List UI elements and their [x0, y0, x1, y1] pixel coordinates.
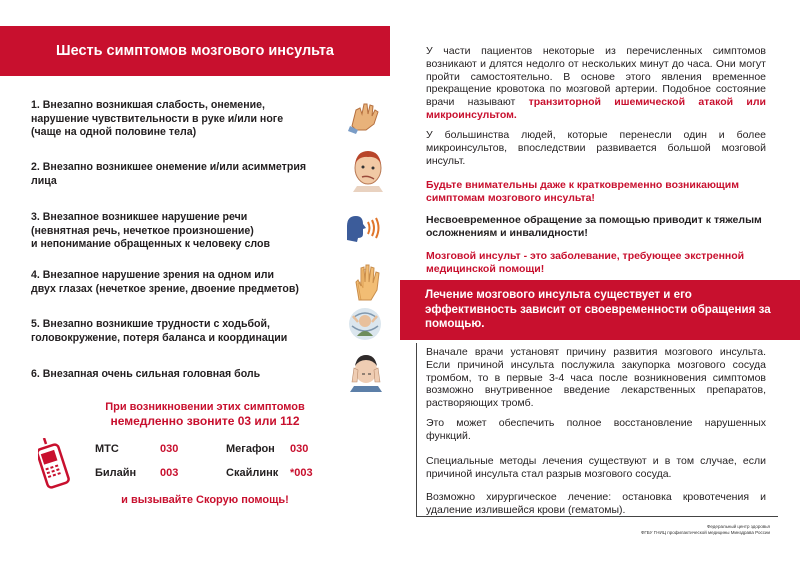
symptom-item: 2. Внезапно возникшее онемение и/или асимметрия лица	[31, 161, 307, 187]
operator-name: Скайлинк	[226, 467, 279, 479]
call-instructions: При возникновении этих симптомов немедленно звоните 03 или 112	[105, 401, 305, 428]
publisher-note: Федеральный центр здоровья ФГБУ ГНИЦ профилактической медицины Минздрава России	[640, 524, 770, 535]
title-banner	[0, 26, 390, 76]
page-title: Шесть симптомов мозгового инсульта	[56, 43, 334, 59]
warning-emergency: Мозговой инсульт - это заболевание, требующее экстренной медицинской помощи!	[426, 250, 745, 275]
operator-name: Билайн	[95, 467, 137, 479]
treatment-paragraph: Вначале врачи установят причину развития мозгового инсульта. Если причиной инсульта послужила закупорка мозгового сосуда тромбом, то в первые 3-4 часа после возникновения симптомов возможно внутривенное введение лекарственных препаратов, растворяющих тромб.	[426, 346, 766, 410]
treatment-banner-text: Лечение мозгового инсульта существует и его эффективность зависит от своевременности обращения за помощью.	[425, 288, 771, 330]
hand-icon	[346, 96, 386, 136]
paragraph-microstroke: У части пациентов некоторые из перечисленных симптомов возникают и длятся недолго от нескольких минут до часа. Они могут пройти самостоятельно. В основе этого явления временное прекращение кровотока по мозговой артерии. Подобное состояние врачи называют транзиторной ишемической атакой или микроинсультом.	[426, 45, 766, 121]
operator-code: 030	[160, 443, 179, 455]
symptom-item: 4. Внезапное нарушение зрения на одном или двух глазах (нечеткое зрение, двоение предметов)	[31, 269, 299, 295]
treatment-banner	[400, 280, 800, 340]
operator-code: *003	[290, 467, 313, 479]
symptom-item: 1. Внезапно возникшая слабость, онемение, нарушение чувствительности в руке и/или ноге (чаще на одной половине тела)	[31, 99, 284, 138]
treatment-paragraph: Это может обеспечить полное восстановление нарушенных функций.	[426, 417, 766, 442]
dizziness-icon	[347, 306, 383, 342]
vision-hand-icon	[351, 262, 383, 302]
warning-delay: Несвоевременное обращение за помощью приводит к тяжелым осложнениям и инвалидности!	[426, 214, 762, 239]
operator-name: Мегафон	[226, 443, 275, 455]
symptom-item: 6. Внезапная очень сильная головная боль	[31, 368, 261, 380]
treatment-paragraph: Специальные методы лечения существуют и в том случае, если причиной инсульта стал разрыв мозгового сосуда.	[426, 455, 766, 480]
face-icon	[349, 148, 387, 192]
symptom-item: 5. Внезапно возникшие трудности с ходьбой, головокружение, потеря баланса и координации	[31, 318, 288, 344]
warning-attention: Будьте внимательны даже к кратковременно возникающим симптомам мозгового инсульта!	[426, 179, 740, 204]
operator-code: 030	[290, 443, 309, 455]
call-ambulance-text: и вызывайте Скорую помощь!	[121, 494, 289, 506]
treatment-paragraph: Возможно хирургическое лечение: остановка кровотечения и удаление излившейся крови (гематомы).	[426, 491, 766, 516]
speech-icon	[343, 212, 385, 244]
mobile-phone-icon	[38, 438, 72, 490]
operator-code: 003	[160, 467, 179, 479]
headache-icon	[348, 352, 384, 392]
symptom-item: 3. Внезапное возникшее нарушение речи (невнятная речь, нечеткое произношение) и непонимание обращенных к человеку слов	[31, 211, 270, 250]
paragraph-consequence: У большинства людей, которые перенесли один и более микроинсультов, впоследствии развивается большой мозговой инсульт.	[426, 129, 766, 167]
operator-name: МТС	[95, 443, 119, 455]
